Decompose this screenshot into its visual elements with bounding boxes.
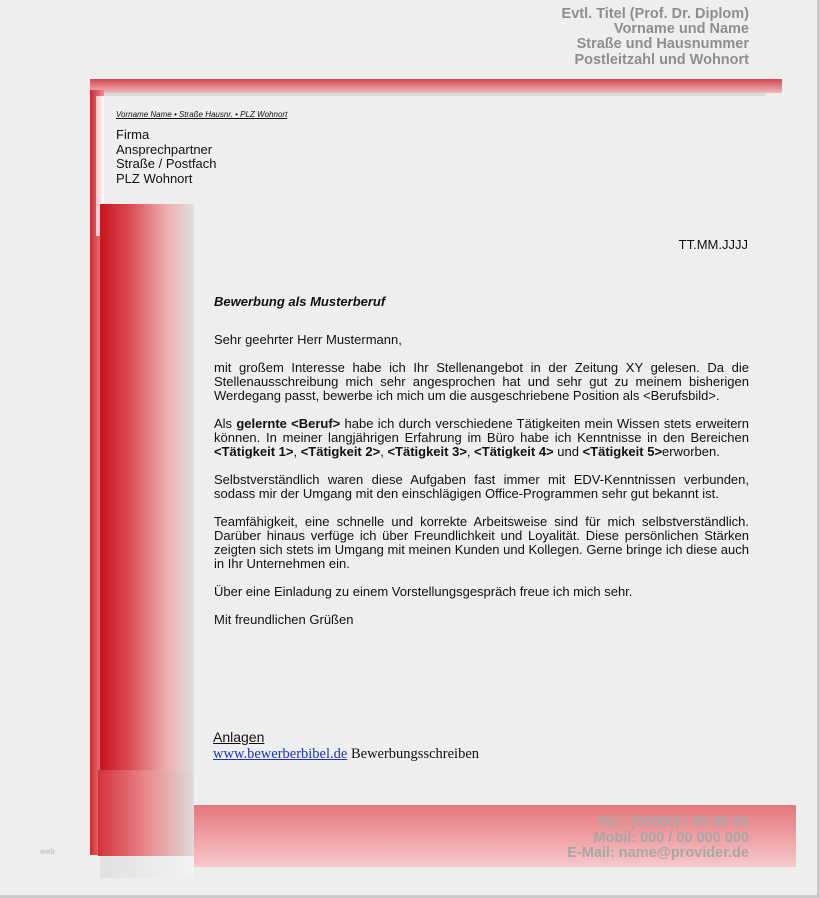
decor-left-bar — [100, 204, 194, 856]
contact-block — [567, 815, 749, 862]
website-link[interactable]: www.bewerberbibel.de — [213, 746, 348, 762]
sender-line: Vorname Name • Straße Hausnr. • PLZ Wohnort — [116, 110, 288, 119]
para2-bold: <Tätigkeit 2> — [300, 444, 381, 459]
letter-subject: Bewerbung als Musterberuf — [214, 294, 386, 309]
para2-bold: <Tätigkeit 4> — [474, 444, 554, 459]
recipient-city: PLZ Wohnort — [116, 170, 193, 186]
para2-text: , — [380, 444, 388, 459]
para2-bold: <Tätigkeit 3> — [387, 444, 467, 459]
decor-left-bar-bottom — [98, 770, 194, 856]
attachments-heading: Anlagen — [213, 729, 265, 745]
decor-top-bar-shadow — [98, 93, 766, 96]
letterhead-title: Evtl. Titel (Prof. Dr. Diplom) — [561, 6, 749, 22]
recipient-street: Straße / Postfach — [116, 156, 217, 171]
salutation: Sehr geehrter Herr Mustermann, — [214, 332, 402, 347]
contact-tel: Tel.: (00000) / 00 00 00 — [597, 814, 749, 830]
paragraph-2 — [214, 417, 749, 459]
recipient-company: Firma — [116, 127, 150, 142]
watermark-text: web — [40, 847, 55, 856]
para2-bold: <Tätigkeit 1> — [214, 444, 294, 459]
para2-text: Als — [214, 416, 237, 431]
recipient-contact: Ansprechpartner — [116, 141, 213, 157]
attachments-line — [213, 746, 479, 763]
letterhead-city: Postleitzahl und Wohnort — [574, 51, 749, 68]
letterhead-name: Vorname und Name — [613, 21, 749, 38]
letterhead-street: Straße und Hausnummer — [576, 36, 749, 53]
letterhead — [562, 7, 749, 68]
closing: Mit freundlichen Grüßen — [214, 612, 354, 627]
para2-bold: gelernte <Beruf> — [236, 416, 341, 431]
letter-body — [214, 333, 749, 627]
recipient-address — [116, 128, 216, 186]
paragraph-4: Teamfähigkeit, eine schnelle und korrekte Arbeitsweise sind für mich selbstverständlich. Darüber hinaus verfüge ich über Freundlichkeit und Loyalität. Diese persönlichen Stärken zeigten sich stets im Umgang mit meinen Kunden und Kollegen. Gerne bringe ich diese auch in Ihr Unternehmen ein. — [214, 514, 749, 571]
para2-text: habe ich durch verschiedene Tätigkeiten mein Wissen stets erweitern können. In meiner langjährigen Erfahrung im Büro habe ich Kenntnisse in den Bereichen — [214, 416, 749, 445]
para2-text: , — [293, 444, 301, 459]
paragraph-1: mit großem Interesse habe ich Ihr Stellenangebot in der Zeitung XY gelesen. Da die Stellenausschreibung mich sehr angesprochen hat und sehr gut zu meinem bisherigen Werdegang passt, bewerbe ich mich um die ausgeschriebene Position als <Berufsbild>. — [214, 360, 749, 403]
decor-bottom-shadow — [100, 856, 194, 878]
decor-top-bar — [90, 79, 782, 93]
paragraph-5: Über eine Einladung zu einem Vorstellungsgespräch freue ich mich sehr. — [214, 584, 633, 599]
para2-text: und — [553, 444, 583, 459]
para2-bold: <Tätigkeit 5> — [582, 444, 663, 459]
letter-date: TT.MM.JJJJ — [678, 237, 748, 252]
contact-email: E-Mail: name@provider.de — [567, 845, 749, 861]
contact-mobil: Mobil: 000 / 00 000 000 — [593, 829, 749, 846]
para2-text: erworben. — [662, 444, 720, 459]
para2-text: , — [466, 444, 475, 459]
paragraph-3: Selbstverständlich waren diese Aufgaben fast immer mit EDV-Kenntnissen verbunden, sodass mir der Umgang mit den einschlägigen Office-Programmen sehr gut bekannt ist. — [214, 472, 749, 501]
attachments-label: Bewerbungsschreiben — [347, 746, 480, 762]
